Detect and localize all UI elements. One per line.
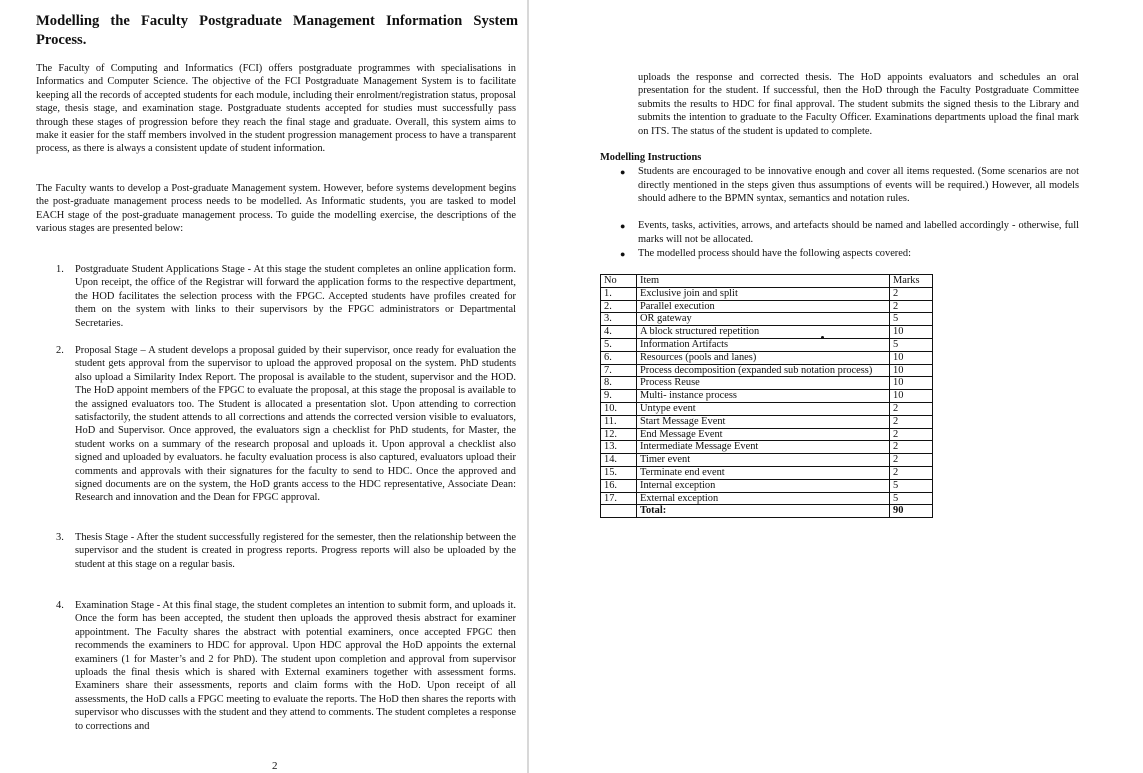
- row-marks: 10: [890, 364, 933, 377]
- row-marks: 10: [890, 390, 933, 403]
- row-no: 7.: [601, 364, 637, 377]
- row-item: Multi- instance process: [637, 390, 890, 403]
- row-marks: 2: [890, 287, 933, 300]
- table-row: [601, 454, 933, 467]
- table-row: [601, 338, 933, 351]
- row-item: Internal exception: [637, 479, 890, 492]
- table-row: [601, 287, 933, 300]
- page-number: 2: [272, 760, 278, 772]
- row-item: Process Reuse: [637, 377, 890, 390]
- stage-3-text: Thesis Stage - After the student successfully registered for the semester, then the relationship between the supervisor and the student is created in progress reports. Progress reports will also be uploaded by the student at this stage on a regular basis.: [75, 532, 516, 570]
- row-marks: 2: [890, 441, 933, 454]
- row-item: Resources (pools and lanes): [637, 351, 890, 364]
- bullet-icon: ●: [620, 249, 626, 259]
- bullet-icon: ●: [620, 167, 626, 177]
- row-marks: 5: [890, 338, 933, 351]
- row-marks: 10: [890, 377, 933, 390]
- page-title: Modelling the Faculty Postgraduate Management Information System Process.: [36, 13, 518, 48]
- stage-4-continuation: uploads the response and corrected thesis. The HoD appoints evaluators and schedules an oral presentation for the student. If successful, then the HoD through the Faculty Postgraduate Committee submits the results to HDC for final approval. The student submits the signed thesis to the Library and submits the intention to graduate to the Faculty Officer. Examinations departments upload the final mark on ITS. The status of the student is updated to complete.: [638, 72, 1079, 137]
- total-empty-cell: [601, 505, 637, 518]
- row-no: 11.: [601, 415, 637, 428]
- stage-1-number: 1.: [56, 264, 64, 275]
- table-row: [601, 428, 933, 441]
- instruction-2: Events, tasks, activities, arrows, and artefacts should be named and labelled accordingly - otherwise, full marks will not be allocated.: [638, 220, 1079, 245]
- table-row: [601, 492, 933, 505]
- row-no: 2.: [601, 300, 637, 313]
- table-row: [601, 390, 933, 403]
- row-item: Process decomposition (expanded sub notation process): [637, 364, 890, 377]
- table-header-row: [601, 275, 933, 288]
- row-marks: 5: [890, 492, 933, 505]
- stage-3-number: 3.: [56, 532, 64, 543]
- stage-1-text: Postgraduate Student Applications Stage - At this stage the student completes an online application form. Upon receipt, the office of the Registrar will forward the application forms to the respective department, the HOD facilitates the selection process with the FPGC. Accepted students have profiles created for them on the system with links to their supervisors by the FPGC administrators or Departmental Secretaries.: [75, 264, 516, 329]
- row-item: Timer event: [637, 454, 890, 467]
- row-marks: 10: [890, 326, 933, 339]
- stage-4-number: 4.: [56, 600, 64, 611]
- table-row: [601, 441, 933, 454]
- row-item: External exception: [637, 492, 890, 505]
- bullet-icon: ●: [620, 221, 626, 231]
- row-item: OR gateway: [637, 313, 890, 326]
- row-no: 6.: [601, 351, 637, 364]
- row-item: A block structured repetition: [637, 326, 890, 339]
- table-row: [601, 377, 933, 390]
- table-row: [601, 326, 933, 339]
- row-no: 15.: [601, 466, 637, 479]
- row-no: 12.: [601, 428, 637, 441]
- row-marks: 2: [890, 300, 933, 313]
- intro-paragraph-2: The Faculty wants to develop a Post-graduate Management system. However, before systems development begins the post-graduate management process needs to be modelled. As Informatic students, you are tasked to model EACH stage of the post-graduate management process. To guide the modelling exercise, the descriptions of the various stages are presented below:: [36, 183, 516, 235]
- row-marks: 2: [890, 402, 933, 415]
- row-no: 14.: [601, 454, 637, 467]
- stage-4-text: Examination Stage - At this final stage, the student completes an intention to submit form, and uploads it. Once the form has been accepted, the student then uploads the approved thesis abstract for examiner appointment. The Faculty shares the abstract with potential examiners, once accepted FPGC then recommends the examiners to HDC for approval. Upon HDC approval the HoD appoints the external examiners (1 for Master’s and 2 for PhD). The student upon completion and approval from supervisor uploads the final thesis which is shared with External examiners together with assessment forms. Examiners share their assessments, reports and claim forms with the HoD. Upon receipt of all assessments, the HoD calls a FPGC meeting to evaluate the reports. The HoD then shares the reports with supervisor who discusses with the student and they attend to comments. The student completes a response to corrections and: [75, 600, 516, 732]
- row-marks: 2: [890, 428, 933, 441]
- total-value: 90: [890, 505, 933, 518]
- table-row: [601, 402, 933, 415]
- row-item: Parallel execution: [637, 300, 890, 313]
- row-marks: 2: [890, 415, 933, 428]
- header-marks: Marks: [890, 275, 933, 288]
- intro-paragraph-1: The Faculty of Computing and Informatics (FCI) offers postgraduate programmes with specialisations in Informatics and Computer Science. The objective of the FCI Postgraduate Management System is to facilitate keeping all the records of accepted students for each module, including their enrolment/registration status, proposal stage, thesis stage, and examination stage. Postgraduate students accepted for studies must successfully pass through these stages of progression before they reach the final stage and graduate. Overall, this system aims to make it easier for the staff members involved in the student progression management process to have a transparent process, as there is always a consistent update of student information.: [36, 63, 516, 155]
- row-marks: 2: [890, 466, 933, 479]
- instruction-3: The modelled process should have the following aspects covered:: [638, 248, 911, 259]
- header-no: No: [601, 275, 637, 288]
- row-marks: 5: [890, 313, 933, 326]
- table-row: [601, 313, 933, 326]
- row-no: 1.: [601, 287, 637, 300]
- row-marks: 5: [890, 479, 933, 492]
- stage-2-number: 2.: [56, 345, 64, 356]
- row-no: 17.: [601, 492, 637, 505]
- header-item: Item: [637, 275, 890, 288]
- table-row: [601, 415, 933, 428]
- row-no: 16.: [601, 479, 637, 492]
- row-no: 9.: [601, 390, 637, 403]
- table-row: [601, 364, 933, 377]
- row-item: End Message Event: [637, 428, 890, 441]
- row-marks: 2: [890, 454, 933, 467]
- row-item: Information Artifacts: [637, 338, 890, 351]
- row-no: 3.: [601, 313, 637, 326]
- row-marks: 10: [890, 351, 933, 364]
- table-row: [601, 300, 933, 313]
- row-no: 13.: [601, 441, 637, 454]
- instruction-1: Students are encouraged to be innovative enough and cover all items requested. (Some scenarios are not directly mentioned in the steps given thus assumptions of events will be required.) However, all models should adhere to the BPMN syntax, semantics and notation rules.: [638, 166, 1079, 205]
- table-row: [601, 351, 933, 364]
- row-item: Untype event: [637, 402, 890, 415]
- row-no: 4.: [601, 326, 637, 339]
- row-item: Terminate end event: [637, 466, 890, 479]
- stage-2-text: Proposal Stage – A student develops a proposal guided by their supervisor, once ready for evaluation the student gets approval from the supervisor to upload the approved proposal on the system. PhD students also upload a Similarity Index Report. The proposal is available to the student, supervisor and the HOD. The HoD appoint members of the FPGC to evaluate the proposal, at this stage the proposal is available to the assigned evaluators too. The Student is allocated a presentation slot. Upon attending to correction satisfactorily, the student attends to all corrections and attends the corrected version visible to evaluators, HoD and Supervisor. Once approved, the evaluators sign a checklist for PhD students, for Master, the student works on a summary of the research proposal and uploads it. Upon approval a checklist also signed and uploaded by evaluators. he faculty evaluation process is also captured, evaluators upload their comments and approvals with their signatures for the faculty to send to HDC. Once the approved and signed documents are on the system, the HoD grants access to the HDC representative, Associate Dean: Research and innovation and the Dean for FPGC approval.: [75, 345, 516, 504]
- row-no: 5.: [601, 338, 637, 351]
- right-page: [529, 0, 1143, 773]
- table-row: [601, 466, 933, 479]
- instructions-heading: Modelling Instructions: [600, 152, 702, 163]
- marks-table: [600, 274, 933, 518]
- row-item: Exclusive join and split: [637, 287, 890, 300]
- table-row: [601, 479, 933, 492]
- total-label: Total:: [637, 505, 890, 518]
- row-item: Start Message Event: [637, 415, 890, 428]
- left-page: [0, 0, 527, 773]
- table-total-row: [601, 505, 933, 518]
- row-item: Intermediate Message Event: [637, 441, 890, 454]
- row-no: 8.: [601, 377, 637, 390]
- row-no: 10.: [601, 402, 637, 415]
